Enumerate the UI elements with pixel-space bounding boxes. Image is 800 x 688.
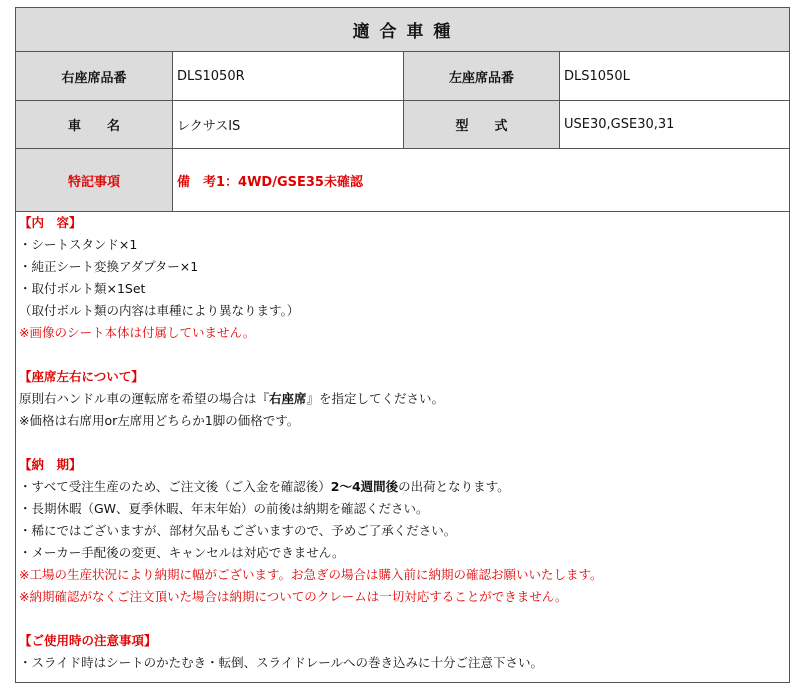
- notes-label: 特記事項: [16, 149, 172, 211]
- model-label: 型 式: [403, 101, 559, 148]
- seat-side-text: 原則右ハンドル車の運転席を希望の場合は『: [19, 391, 270, 406]
- car-model-row: [16, 101, 789, 149]
- spacer: [19, 432, 789, 454]
- spacer: [19, 608, 789, 630]
- contents-item: （取付ボルト類の内容は車種により異なります。）: [19, 303, 300, 318]
- delivery-text: ・すべて受注生産のため、ご注文後（ご入金を確認後）: [19, 479, 331, 494]
- title-row: [16, 8, 789, 52]
- seat-side-price-note: ※価格は右席用or左席用どちらか1脚の価格です。: [19, 413, 300, 428]
- usage-heading: 【ご使用時の注意事項】: [19, 633, 157, 648]
- car-name-label: 車 名: [16, 101, 172, 148]
- right-seat-label: 右座席品番: [16, 52, 172, 100]
- right-seat-value: DLS1050R: [172, 52, 403, 100]
- model-value: USE30,GSE30,31: [559, 101, 790, 148]
- contents-item: ・純正シート変換アダプター×1: [19, 259, 199, 274]
- seat-side-line: [19, 388, 789, 410]
- seat-side-heading: 【座席左右について】: [19, 369, 144, 384]
- contents-item: ・取付ボルト類×1Set: [19, 281, 146, 296]
- usage-line: ・スライド時はシートのかたむき・転倒、スライドレールへの巻き込みに十分ご注意下さい。: [19, 655, 544, 670]
- left-seat-value: DLS1050L: [559, 52, 790, 100]
- delivery-text: の出荷となります。: [398, 479, 510, 494]
- delivery-heading: 【納 期】: [19, 457, 82, 472]
- seat-side-bold: 右座席: [269, 391, 307, 406]
- description-body: [16, 212, 789, 674]
- spacer: [19, 344, 789, 366]
- delivery-bold: 2〜4週間後: [330, 479, 399, 494]
- notes-row: [16, 149, 789, 212]
- delivery-warning: ※納期確認がなくご注文頂いた場合は納期についてのクレームは一切対応することができません。: [19, 589, 568, 604]
- car-name-value: レクサスIS: [172, 101, 403, 148]
- seat-side-text: 』を指定してください。: [306, 391, 445, 406]
- delivery-item: ・稀にではございますが、部材欠品もございますので、予めご了承ください。: [19, 523, 457, 538]
- delivery-item: ・メーカー手配後の変更、キャンセルは対応できません。: [19, 545, 345, 560]
- left-seat-label: 左座席品番: [403, 52, 559, 100]
- contents-warning: ※画像のシート本体は付属していません。: [19, 325, 256, 340]
- contents-item: ・シートスタンド×1: [19, 237, 138, 252]
- delivery-item: ・長期休暇（GW、夏季休暇、年末年始）の前後は納期を確認ください。: [19, 501, 429, 516]
- fitment-sheet: [15, 7, 790, 683]
- sheet-title: 適 合 車 種: [352, 22, 453, 42]
- notes-value: 備 考1：4WD/GSE35未確認: [172, 149, 790, 211]
- contents-heading: 【内 容】: [19, 215, 82, 230]
- delivery-warning: ※工場の生産状況により納期に幅がございます。お急ぎの場合は購入前に納期の確認お願いいたします。: [19, 567, 603, 582]
- part-number-row: [16, 52, 789, 101]
- delivery-line: [19, 476, 789, 498]
